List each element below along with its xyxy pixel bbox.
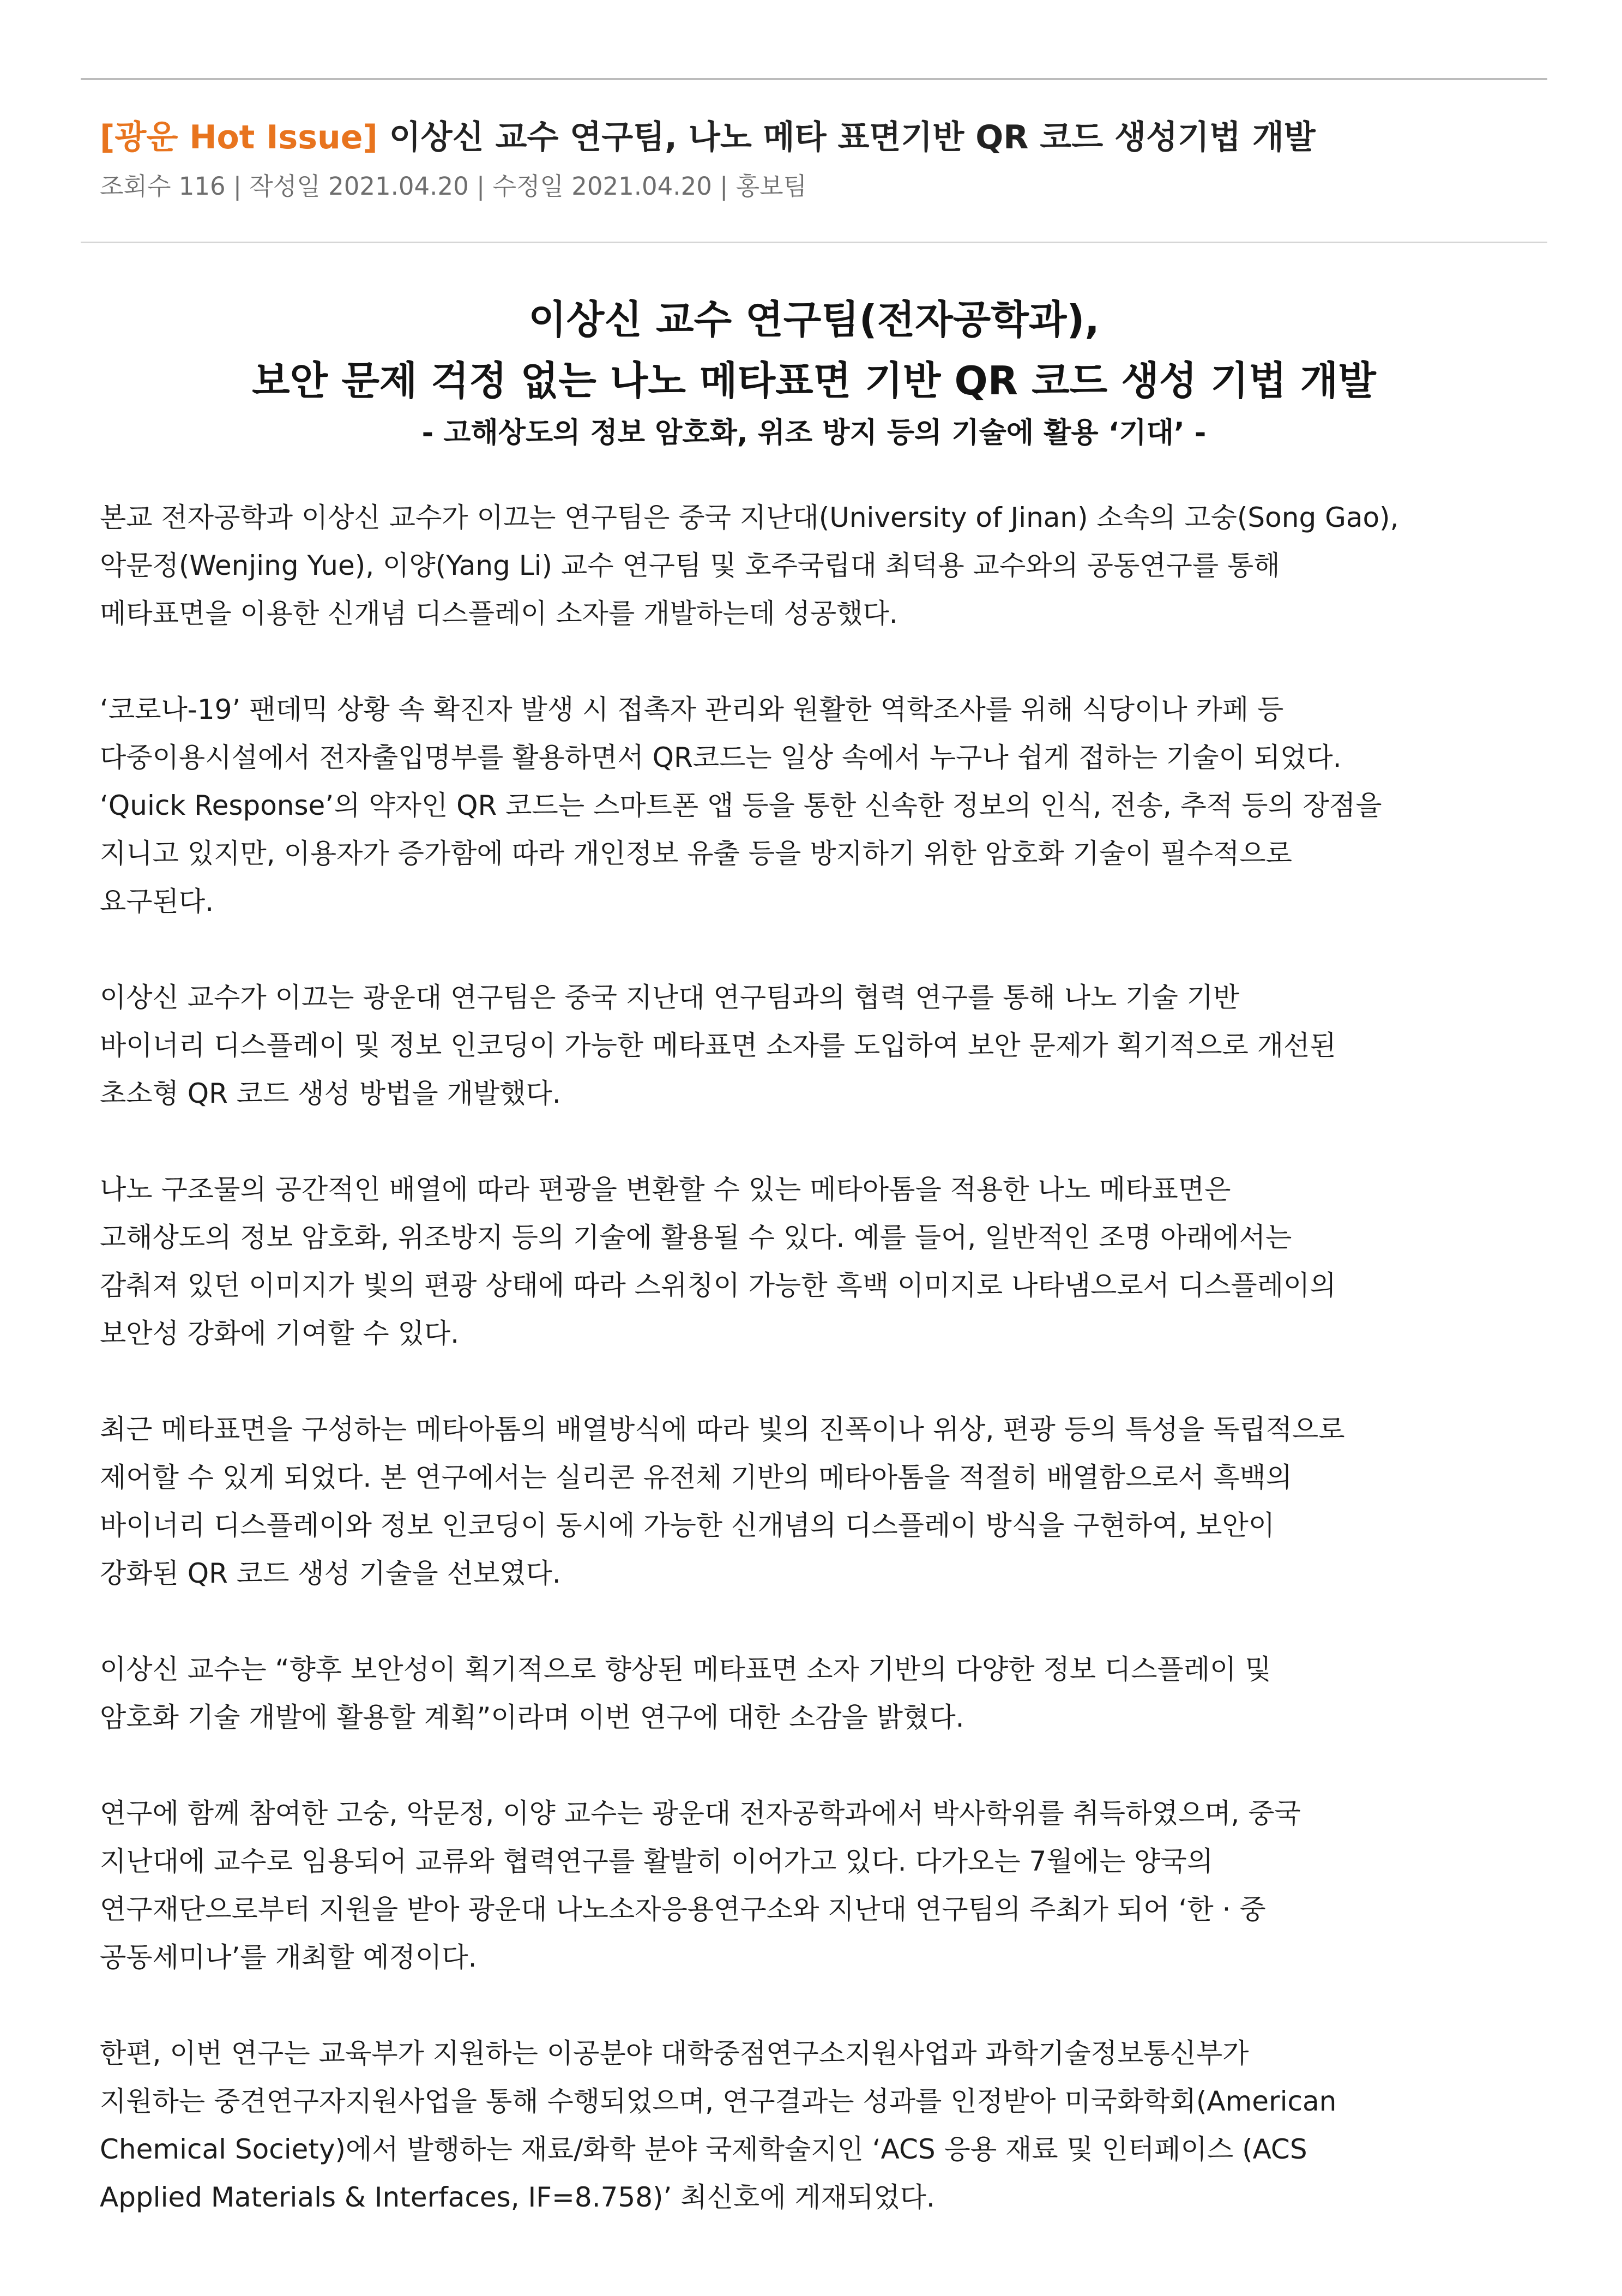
top-divider (81, 78, 1547, 80)
paragraph-line: 최근 메타표면을 구성하는 메타아톰의 배열방식에 따라 빛의 진폭이나 위상, 편광 등의 특성을 독립적으로 (100, 1414, 1345, 1445)
paragraph-line: Chemical Society)에서 발행하는 재료/화학 분야 국제학술지인 ‘ACS 응용 재료 및 인터페이스 (ACS (100, 2133, 1307, 2165)
paragraph-line: 한편, 이번 연구는 교육부가 지원하는 이공분야 대학중점연구소지원사업과 과학기술정보통신부가 (100, 2037, 1249, 2069)
article-paragraph (100, 686, 1539, 925)
paragraph-line: 연구에 함께 참여한 고숭, 악문정, 이양 교수는 광운대 전자공학과에서 박사학위를 취득하였으며, 중국 (100, 1798, 1301, 1829)
paragraph-line: 나노 구조물의 공간적인 배열에 따라 편광을 변환할 수 있는 메타아톰을 적용한 나노 메타표면은 (100, 1174, 1231, 1205)
paragraph-line: 강화된 QR 코드 생성 기술을 선보였다. (100, 1558, 561, 1589)
paragraph-line: 바이너리 디스플레이와 정보 인코딩이 동시에 가능한 신개념의 디스플레이 방식을 구현하여, 보안이 (100, 1510, 1275, 1541)
article-paragraph (100, 1405, 1539, 1597)
paragraph-line: 공동세미나’를 개최할 예정이다. (100, 1942, 477, 1973)
post-header (100, 116, 1539, 203)
paragraph-line: 초소형 QR 코드 생성 방법을 개발했다. (100, 1078, 561, 1109)
paragraph-line: 이상신 교수가 이끄는 광운대 연구팀은 중국 지난대 연구팀과의 협력 연구를 통해 나노 기술 기반 (100, 982, 1240, 1013)
article-paragraph (100, 1165, 1539, 1357)
article-paragraph (100, 2029, 1539, 2221)
paragraph-line: 감춰져 있던 이미지가 빛의 편광 상태에 따라 스위칭이 가능한 흑백 이미지로 나타냄으로서 디스플레이의 (100, 1270, 1336, 1301)
paragraph-line: 이상신 교수는 “향후 보안성이 획기적으로 향상된 메타표면 소자 기반의 다양한 정보 디스플레이 및 (100, 1654, 1271, 1685)
paragraph-line: ‘Quick Response’의 약자인 QR 코드는 스마트폰 앱 등을 통한 신속한 정보의 인식, 전송, 추적 등의 장점을 (100, 790, 1382, 821)
paragraph-line: 보안성 강화에 기여할 수 있다. (100, 1318, 460, 1349)
post-title (100, 116, 1539, 159)
paragraph-line: 지니고 있지만, 이용자가 증가함에 따라 개인정보 유출 등을 방지하기 위한 암호화 기술이 필수적으로 (100, 838, 1292, 869)
paragraph-line: 요구된다. (100, 886, 214, 917)
headline-subtitle: - 고해상도의 정보 암호화, 위조 방지 등의 기술에 활용 ‘기대’ - (421, 417, 1207, 449)
paragraph-line: 지난대에 교수로 임용되어 교류와 협력연구를 활발히 이어가고 있다. 다가오는 7월에는 양국의 (100, 1846, 1214, 1877)
post-title-text: 이상신 교수 연구팀, 나노 메타 표면기반 QR 코드 생성기법 개발 (377, 118, 1316, 157)
article-paragraph (100, 494, 1539, 638)
post-meta: 조회수 116 | 작성일 2021.04.20 | 수정일 2021.04.20 | 홍보팀 (100, 172, 807, 201)
headline-line-1: 이상신 교수 연구팀(전자공학과), (528, 297, 1100, 342)
article-paragraph (100, 1789, 1539, 1981)
paragraph-line: 악문정(Wenjing Yue), 이양(Yang Li) 교수 연구팀 및 호주국립대 최덕용 교수와의 공동연구를 통해 (100, 550, 1280, 581)
article-paragraph (100, 1645, 1539, 1741)
paragraph-line: 본교 전자공학과 이상신 교수가 이끄는 연구팀은 중국 지난대(University of Jinan) 소속의 고숭(Song Gao), (100, 502, 1399, 533)
headline-line-2: 보안 문제 걱정 없는 나노 메타표면 기반 QR 코드 생성 기법 개발 (252, 358, 1376, 404)
paragraph-line: 바이너리 디스플레이 및 정보 인코딩이 가능한 메타표면 소자를 도입하여 보안 문제가 획기적으로 개선된 (100, 1030, 1336, 1061)
category-tag[interactable]: [광운 Hot Issue] (100, 118, 378, 157)
paragraph-line: 암호화 기술 개발에 활용할 계획”이라며 이번 연구에 대한 소감을 밝혔다. (100, 1702, 964, 1733)
paragraph-line: ‘코로나-19’ 팬데믹 상황 속 확진자 발생 시 접촉자 관리와 원활한 역학조사를 위해 식당이나 카페 등 (100, 694, 1284, 725)
article-body (100, 494, 1539, 2269)
article-paragraph (100, 973, 1539, 1117)
paragraph-line: Applied Materials & Interfaces, IF=8.758)’ 최신호에 게재되었다. (100, 2181, 935, 2213)
paragraph-line: 연구재단으로부터 지원을 받아 광운대 나노소자응용연구소와 지난대 연구팀의 주최가 되어 ‘한 · 중 (100, 1894, 1266, 1925)
paragraph-line: 고해상도의 정보 암호화, 위조방지 등의 기술에 활용될 수 있다. 예를 들어, 일반적인 조명 아래에서는 (100, 1222, 1292, 1253)
article-headline (81, 289, 1547, 455)
paragraph-line: 다중이용시설에서 전자출입명부를 활용하면서 QR코드는 일상 속에서 누구나 쉽게 접하는 기술이 되었다. (100, 742, 1342, 773)
paragraph-line: 제어할 수 있게 되었다. 본 연구에서는 실리콘 유전체 기반의 메타아톰을 적절히 배열함으로서 흑백의 (100, 1462, 1292, 1493)
paragraph-line: 지원하는 중견연구자지원사업을 통해 수행되었으며, 연구결과는 성과를 인정받아 미국화학회(American (100, 2085, 1337, 2117)
paragraph-line: 메타표면을 이용한 신개념 디스플레이 소자를 개발하는데 성공했다. (100, 598, 898, 629)
header-divider (81, 242, 1547, 243)
